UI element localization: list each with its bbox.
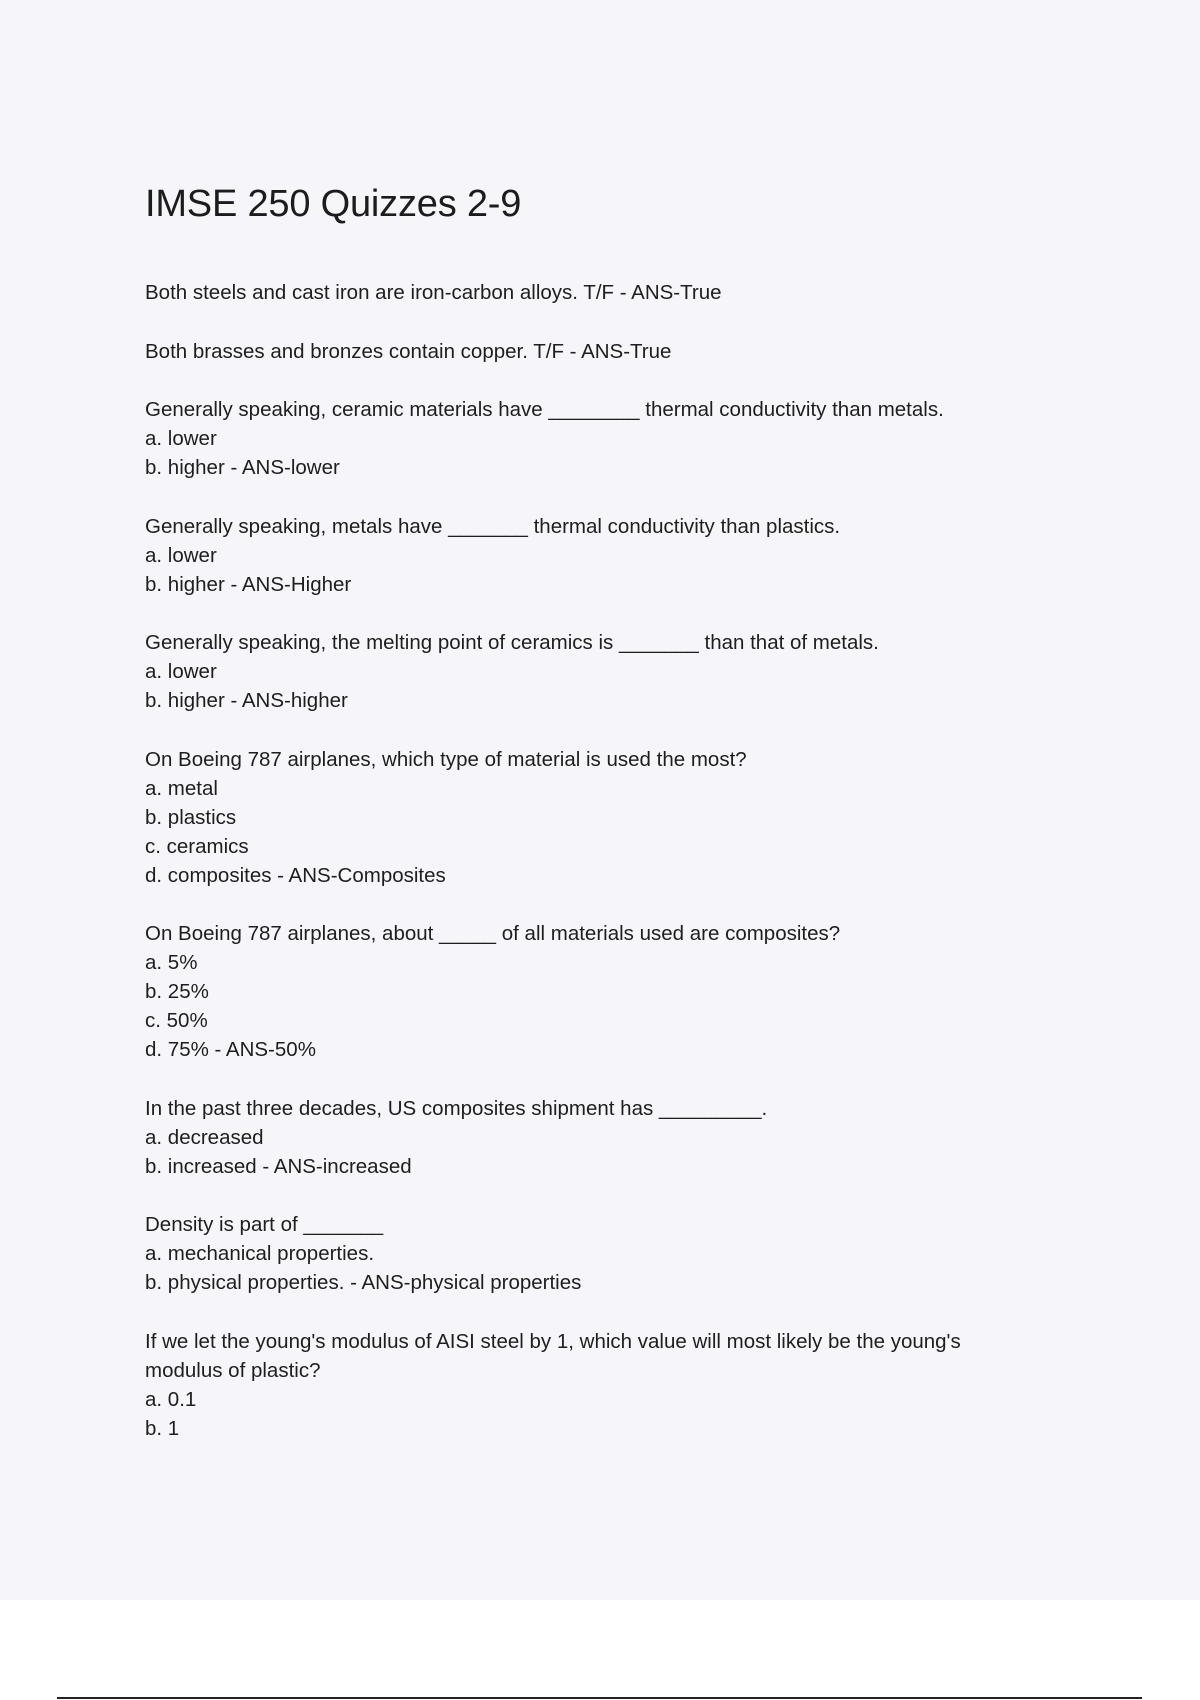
question-10 bbox=[145, 1327, 1085, 1443]
answer-option: b. higher - ANS-higher bbox=[145, 689, 348, 712]
question-text: modulus of plastic? bbox=[145, 1358, 321, 1382]
answer-option: a. lower bbox=[145, 427, 217, 450]
answer-option: b. physical properties. - ANS-physical properties bbox=[145, 1271, 582, 1294]
question-text: Generally speaking, the melting point of ceramics is _______ than that of metals. bbox=[145, 631, 879, 654]
question-text: On Boeing 787 airplanes, which type of material is used the most? bbox=[145, 747, 747, 771]
question-text: In the past three decades, US composites shipment has _________. bbox=[145, 1096, 768, 1120]
question-9 bbox=[145, 1210, 1085, 1297]
question-text: Generally speaking, metals have _______ thermal conductivity than plastics. bbox=[145, 514, 841, 538]
question-text: If we let the young's modulus of AISI steel by 1, which value will most likely be the young's bbox=[145, 1329, 961, 1353]
answer-option: b. higher - ANS-Higher bbox=[145, 572, 352, 596]
question-8 bbox=[145, 1094, 1085, 1181]
question-3 bbox=[145, 395, 1085, 482]
question-7 bbox=[145, 919, 1085, 1064]
question-2 bbox=[145, 337, 1085, 366]
answer-option: c. ceramics bbox=[145, 834, 249, 858]
answer-option: a. mechanical properties. bbox=[145, 1242, 375, 1265]
answer-option: c. 50% bbox=[145, 1009, 208, 1032]
question-4 bbox=[145, 512, 1085, 599]
answer-option: b. plastics bbox=[145, 805, 237, 829]
page-title: IMSE 250 Quizzes 2-9 bbox=[145, 183, 522, 225]
answer-option: a. 0.1 bbox=[145, 1387, 197, 1411]
answer-option: d. composites - ANS-Composites bbox=[145, 863, 446, 887]
question-text: Generally speaking, ceramic materials have ________ thermal conductivity than metals. bbox=[145, 398, 944, 421]
question-text: Density is part of _______ bbox=[145, 1213, 384, 1236]
answer-option: b. 25% bbox=[145, 980, 209, 1003]
answer-option: a. metal bbox=[145, 776, 218, 800]
footer-divider bbox=[57, 1697, 1142, 1699]
question-list bbox=[145, 278, 1085, 1472]
question-text: On Boeing 787 airplanes, about _____ of all materials used are composites? bbox=[145, 922, 841, 945]
answer-option: d. 75% - ANS-50% bbox=[145, 1038, 316, 1061]
question-5 bbox=[145, 628, 1085, 715]
answer-option: a. decreased bbox=[145, 1125, 264, 1149]
answer-option: a. 5% bbox=[145, 951, 198, 974]
question-1 bbox=[145, 278, 1085, 307]
question-text: Both brasses and bronzes contain copper. T/F - ANS-True bbox=[145, 339, 672, 363]
answer-option: b. increased - ANS-increased bbox=[145, 1154, 412, 1178]
answer-option: a. lower bbox=[145, 543, 217, 567]
answer-option: b. 1 bbox=[145, 1416, 180, 1440]
answer-option: b. higher - ANS-lower bbox=[145, 456, 340, 479]
answer-option: a. lower bbox=[145, 660, 217, 683]
question-text: Both steels and cast iron are iron-carbon alloys. T/F - ANS-True bbox=[145, 281, 722, 304]
question-6 bbox=[145, 745, 1085, 890]
